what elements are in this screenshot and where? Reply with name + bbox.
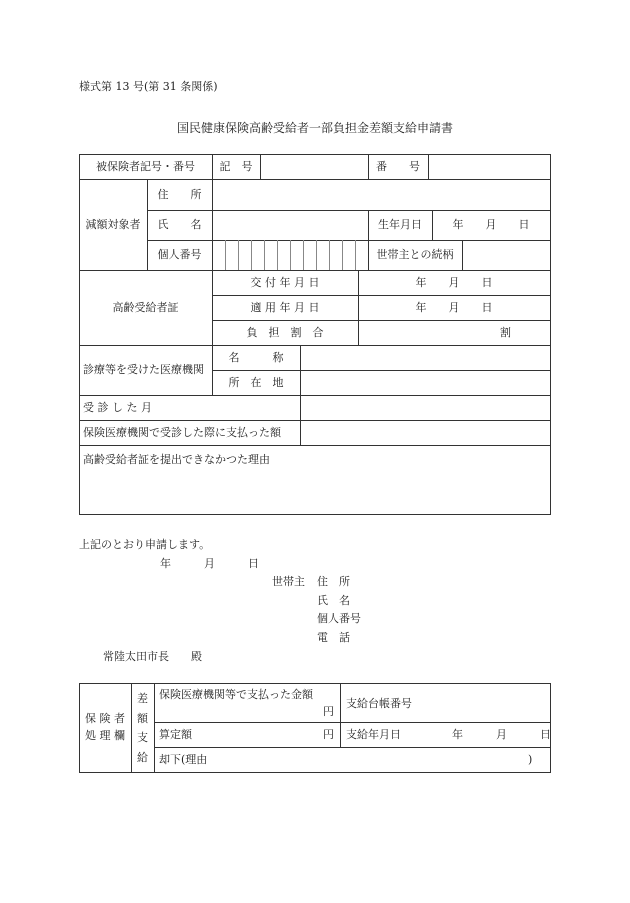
row-line xyxy=(212,370,551,371)
table-border-bottom xyxy=(79,514,551,515)
row-line xyxy=(154,722,551,723)
digit-divider xyxy=(290,240,291,270)
ratio-unit: 割 xyxy=(500,326,511,339)
visit-month-label: 受 診 し た 月 xyxy=(83,401,152,414)
insured-code-label: 被保険者記号・番号 xyxy=(96,160,195,173)
applicant-personal-number-label: 個人番号 xyxy=(317,612,361,625)
row-line xyxy=(79,445,551,446)
col-line xyxy=(462,240,463,270)
medical-institution-label: 診療等を受けた医療機関 xyxy=(83,363,204,376)
applicant-name-label: 氏 名 xyxy=(317,594,350,607)
applicant-address-label: 住 所 xyxy=(317,575,350,588)
form-title: 国民健康保険高齢受給者一部負担金差額支給申請書 xyxy=(176,121,453,135)
addressee: 常陸太田市長 殿 xyxy=(103,650,202,663)
row-line xyxy=(79,395,551,396)
row-line xyxy=(79,179,551,180)
digit-divider xyxy=(329,240,330,270)
digit-divider xyxy=(355,240,356,270)
inst-name-label: 名 称 xyxy=(228,351,284,364)
col-line xyxy=(154,683,155,772)
digit-divider xyxy=(264,240,265,270)
reduction-target-label: 減額対象者 xyxy=(85,218,141,231)
col-line xyxy=(300,345,301,395)
application-date: 年 月 日 xyxy=(160,557,259,570)
calculated-amount-label: 算定額 xyxy=(159,728,192,741)
row-line xyxy=(147,210,551,211)
reason-label: 高齢受給者証を提出できなかつた理由 xyxy=(83,453,270,466)
ledger-number-label: 支給台帳番号 xyxy=(346,697,412,710)
paid-amount-label: 保険医療機関で受診した際に支払った額 xyxy=(83,426,281,439)
digit-divider xyxy=(303,240,304,270)
row-line xyxy=(154,747,551,748)
paid-amount-label: 保険医療機関等で支払った金額 xyxy=(159,688,313,701)
digit-divider xyxy=(277,240,278,270)
difference-payment-label: 差 額 支 給 xyxy=(137,692,148,764)
col-line xyxy=(260,154,261,179)
valid-date-label: 適 用 年 月 日 xyxy=(250,301,320,314)
col-line xyxy=(300,395,301,445)
table-border-right xyxy=(550,154,551,514)
number-label: 番 号 xyxy=(376,160,420,173)
row-line xyxy=(79,270,551,271)
row-line xyxy=(79,420,551,421)
col-line xyxy=(212,179,213,270)
birth-date-value: 年 月 日 xyxy=(452,218,530,231)
rejection-close-paren: ) xyxy=(528,753,533,766)
row-line xyxy=(212,295,551,296)
row-line xyxy=(79,345,551,346)
table-border-bottom xyxy=(79,772,551,773)
code-label: 記 号 xyxy=(219,160,253,173)
birth-date-label: 生年月日 xyxy=(378,218,422,231)
burden-ratio-label: 負 担 割 合 xyxy=(246,326,324,339)
digit-divider xyxy=(238,240,239,270)
row-line xyxy=(212,320,551,321)
yen-unit: 円 xyxy=(323,705,334,718)
valid-date-value: 年 月 日 xyxy=(415,301,493,314)
yen-unit: 円 xyxy=(323,728,334,741)
form-number: 様式第 13 号(第 31 条関係) xyxy=(79,80,218,93)
digit-divider xyxy=(225,240,226,270)
insurer-section-label: 保 険 者 処 理 欄 xyxy=(85,712,125,742)
address-label: 住 所 xyxy=(157,188,202,201)
digit-divider xyxy=(316,240,317,270)
issue-date-value: 年 月 日 xyxy=(415,276,493,289)
col-line xyxy=(340,683,341,747)
table-border-top xyxy=(79,154,551,155)
table-border-top xyxy=(79,683,551,684)
payment-date-label: 支給年月日 xyxy=(346,728,401,741)
elderly-cert-label: 高齢受給者証 xyxy=(112,301,179,314)
name-label: 氏 名 xyxy=(157,218,202,231)
digit-divider xyxy=(342,240,343,270)
declaration: 上記のとおり申請します。 xyxy=(79,538,211,551)
payment-date-value: 年 月 日 xyxy=(452,728,551,741)
applicant-phone-label: 電 話 xyxy=(317,631,350,644)
inst-address-label: 所 在 地 xyxy=(228,376,284,389)
issue-date-label: 交 付 年 月 日 xyxy=(250,276,320,289)
table-border-left xyxy=(79,154,80,514)
digit-divider xyxy=(251,240,252,270)
row-line xyxy=(147,240,551,241)
col-line xyxy=(428,154,429,179)
relation-label: 世帯主との続柄 xyxy=(376,248,454,261)
personal-number-label: 個人番号 xyxy=(157,248,202,261)
head-of-household-label: 世帯主 xyxy=(272,575,305,588)
rejection-label: 却下(理由 xyxy=(159,753,208,766)
